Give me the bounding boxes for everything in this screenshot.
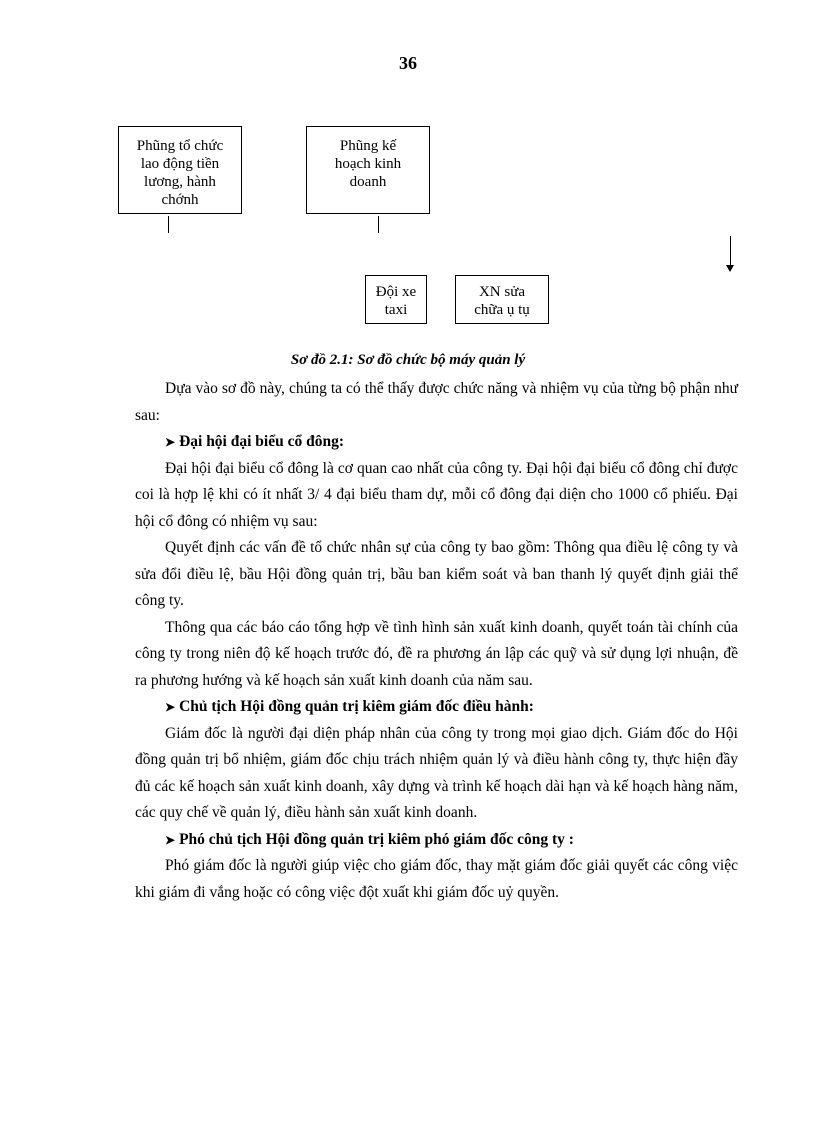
box-line: chớnh <box>161 192 199 208</box>
paragraph: Thông qua các báo cáo tổng hợp về tình hình sản xuất kinh doanh, quyết toán tài chính của công ty trong niên độ kế hoạch trước đó, đề ra phương án lập các quỹ và sử dụng lợi nhuận, đề ra phương hướng và kế hoạch sản xuất kinh doanh của năm sau. <box>135 618 738 689</box>
document-body <box>135 376 738 906</box>
heading-text: Đại hội đại biểu cổ đông: <box>179 433 344 450</box>
paragraph: Đại hội đại biểu cổ đông là cơ quan cao nhất của công ty. Đại hội đại biểu cổ đông chỉ được coi là hợp lệ khi có ít nhất 3/ 4 đại biểu tham dự, mỗi cổ đông đại diện cho 1000 cổ phiếu. Đại hội cổ đông có nhiệm vụ sau: <box>135 459 738 530</box>
box-line: doanh <box>349 174 387 190</box>
box-line: hoạch kinh <box>334 156 402 172</box>
box-line: Phũng tổ chức <box>136 138 224 154</box>
section-heading <box>135 429 738 456</box>
org-box-taxi <box>365 275 427 324</box>
heading-text: Phó chủ tịch Hội đồng quản trị kiêm phó giám đốc công ty : <box>179 830 574 848</box>
box-line: taxi <box>384 302 408 318</box>
arrow-bullet-icon: ➤ <box>165 435 176 449</box>
box-line: XN sửa <box>478 284 526 300</box>
box-line: lương, hành <box>144 174 216 190</box>
section-heading <box>135 694 738 721</box>
arrow-bullet-icon: ➤ <box>165 832 176 847</box>
paragraph: Quyết định các vấn đề tổ chức nhân sự của công ty bao gồm: Thông qua điều lệ công ty và sửa đổi điều lệ, bầu Hội đồng quản trị, bầu ban kiểm soát và ban thanh lý quyết định giải thể công ty. <box>135 539 738 609</box>
box-line: lao động tiền <box>140 156 220 172</box>
down-arrow-icon <box>730 236 731 270</box>
page-number: 36 <box>399 53 417 73</box>
org-box-repair <box>455 275 549 324</box>
box-line: Đội xe <box>375 284 417 300</box>
diagram-caption: Sơ đồ 2.1: Sơ đồ chức bộ máy quản lý <box>290 352 526 368</box>
box-line: chữa ụ tụ <box>474 302 530 318</box>
paragraph: Phó giám đốc là người giúp việc cho giám đốc, thay mặt giám đốc giải quyết các công việc khi giám đi vắng hoặc có công việc đột xuất khi giám đốc uỷ quyền. <box>135 857 738 901</box>
org-box-personnel <box>118 126 242 214</box>
arrow-bullet-icon: ➤ <box>165 700 176 714</box>
heading-text: Chủ tịch Hội đồng quản trị kiêm giám đốc điều hành: <box>179 698 534 715</box>
connector-line <box>378 216 379 233</box>
org-box-planning <box>306 126 430 214</box>
intro-paragraph: Dựa vào sơ đồ này, chúng ta có thể thấy được chức năng và nhiệm vụ của từng bộ phận như sau: <box>135 380 738 424</box>
connector-line <box>168 216 169 233</box>
section-heading <box>135 827 738 854</box>
paragraph: Giám đốc là người đại diện pháp nhân của công ty trong mọi giao dịch. Giám đốc do Hội đồng quản trị bổ nhiệm, giám đốc chịu trách nhiệm quản lý và điều hành công ty, thực hiện đầy đủ các kế hoạch sản xuất kinh doanh, xây dựng và trình kế hoạch dài hạn và kế hoạch hàng năm, các quy chế về quản lý, điều hành sản xuất kinh doanh. <box>135 724 738 821</box>
box-line: Phũng kế <box>339 138 397 154</box>
